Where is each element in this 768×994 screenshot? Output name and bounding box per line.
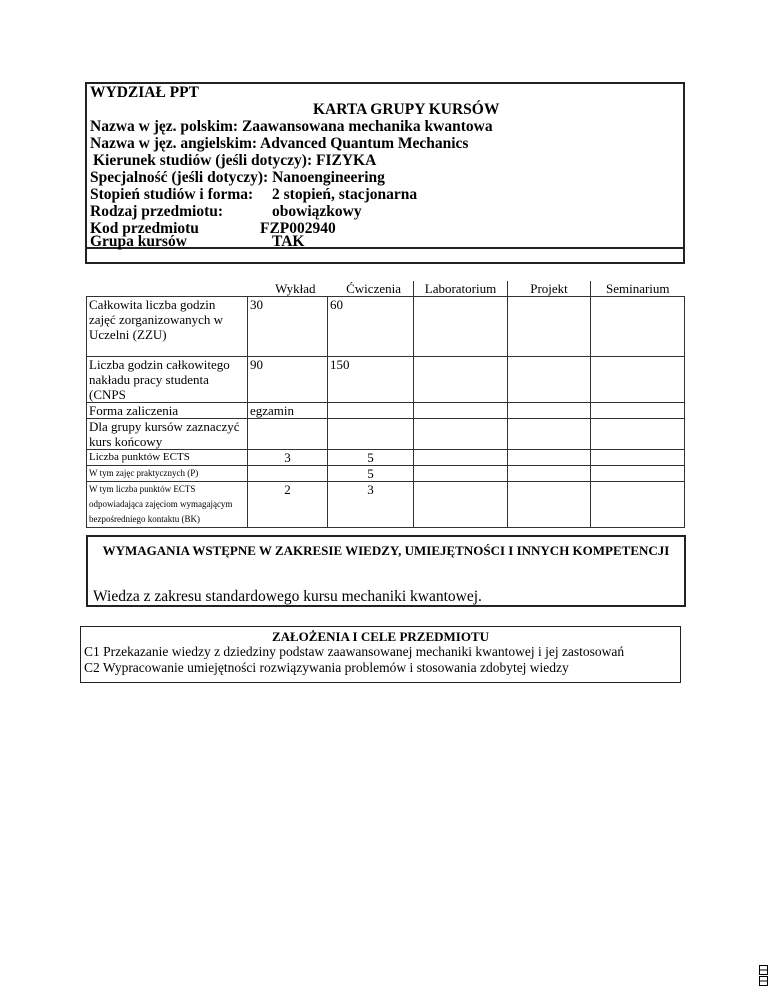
table-row	[87, 403, 685, 419]
table-cell	[591, 419, 685, 450]
row-label-form: Forma zaliczenia	[87, 403, 248, 419]
table-cell: 3	[248, 450, 328, 466]
table-cell	[591, 357, 685, 403]
course-header-box	[85, 82, 685, 264]
column-header-exercises: Ćwiczenia	[328, 281, 414, 297]
column-header-laboratory: Laboratorium	[414, 281, 508, 297]
column-header-project: Projekt	[508, 281, 591, 297]
table-cell	[414, 450, 508, 466]
table-cell: 2	[248, 482, 328, 528]
type-label: Rodzaj przedmiotu:	[90, 203, 224, 220]
prerequisites-box	[86, 535, 686, 607]
course-hours-table	[86, 281, 685, 528]
table-corner-cell	[87, 281, 248, 297]
table-row	[87, 466, 685, 482]
code-value: FZP002940	[260, 220, 336, 237]
field-of-study: Kierunek studiów (jeśli dotyczy): FIZYKA	[93, 152, 377, 169]
course-goals-box	[80, 626, 681, 683]
table-cell	[414, 419, 508, 450]
table-cell	[248, 466, 328, 482]
row-label-practical: W tym zajęc praktycznych (P)	[87, 466, 248, 482]
table-cell	[591, 466, 685, 482]
table-cell: 3	[328, 482, 414, 528]
table-row	[87, 297, 685, 357]
name-english: Nazwa w jęz. angielskim: Advanced Quantum Mechanics	[90, 135, 469, 152]
row-label-final-course: Dla grupy kursów zaznaczyć kurs końcowy	[87, 419, 248, 450]
prerequisites-text: Wiedza z zakresu standardowego kursu mechaniki kwantowej.	[93, 588, 482, 605]
table-row	[87, 419, 685, 450]
goal-item-c2: C2 Wypracowanie umiejętności rozwiązywania problemów i stosowania zdobytej wiedzy	[84, 660, 569, 675]
table-cell: 60	[328, 297, 414, 357]
table-cell	[414, 482, 508, 528]
table-cell	[591, 482, 685, 528]
table-cell	[414, 403, 508, 419]
table-cell	[328, 403, 414, 419]
course-header-content	[87, 84, 683, 249]
column-header-lecture: Wykład	[248, 281, 328, 297]
table-cell	[591, 450, 685, 466]
table-cell	[414, 466, 508, 482]
table-cell	[414, 357, 508, 403]
table-header-row	[87, 281, 685, 297]
table-cell	[328, 419, 414, 450]
table-cell	[414, 297, 508, 357]
group-label: Grupa kursów	[90, 233, 187, 250]
table-cell	[508, 466, 591, 482]
table-cell: 30	[248, 297, 328, 357]
table-cell	[508, 419, 591, 450]
group-value: TAK	[272, 233, 305, 250]
table-row	[87, 357, 685, 403]
row-label-cnps: Liczba godzin całkowitego nakładu pracy studenta (CNPS	[87, 357, 248, 403]
faculty-name: WYDZIAŁ PPT	[90, 84, 199, 101]
name-polish: Nazwa w jęz. polskim: Zaawansowana mechanika kwantowa	[90, 118, 493, 135]
course-goals-title: ZAŁOŻENIA I CELE PRZEDMIOTU	[271, 629, 490, 644]
row-label-bk: W tym liczba punktów ECTS odpowiadająca zajęciom wymagającym bezpośredniego kontaktu (BK)	[87, 482, 248, 528]
table-row	[87, 482, 685, 528]
table-cell	[508, 482, 591, 528]
table-cell	[591, 297, 685, 357]
type-value: obowiązkowy	[272, 203, 362, 220]
table-cell: 5	[328, 450, 414, 466]
table-cell: 90	[248, 357, 328, 403]
level-label: Stopień studiów i forma:	[90, 186, 254, 203]
code-label: Kod przedmiotu	[90, 220, 199, 237]
level-value: 2 stopień, stacjonarna	[272, 186, 418, 203]
table-cell	[508, 297, 591, 357]
table-cell: 5	[328, 466, 414, 482]
row-label-zzu: Całkowita liczba godzin zajęć zorganizowanych w Uczelni (ZZU)	[87, 297, 248, 357]
column-header-seminar: Seminarium	[591, 281, 685, 297]
goal-item-c1: C1 Przekazanie wiedzy z dziedziny podstaw zaawansowanej mechaniki kwantowej i jej zastosowań	[84, 644, 625, 659]
table-cell: 150	[328, 357, 414, 403]
prerequisites-title: WYMAGANIA WSTĘPNE W ZAKRESIE WIEDZY, UMIEJĘTNOŚCI I INNYCH KOMPETENCJI	[102, 543, 670, 558]
table-row	[87, 450, 685, 466]
table-icon	[759, 965, 768, 986]
table-cell	[508, 357, 591, 403]
card-title: KARTA GRUPY KURSÓW	[313, 101, 500, 118]
table-cell	[248, 419, 328, 450]
table-cell: egzamin	[248, 403, 328, 419]
table-cell	[591, 403, 685, 419]
table-cell	[508, 403, 591, 419]
specialty: Specjalność (jeśli dotyczy): Nanoengineering	[90, 169, 385, 186]
table-cell	[508, 450, 591, 466]
row-label-ects: Liczba punktów ECTS	[87, 450, 248, 466]
